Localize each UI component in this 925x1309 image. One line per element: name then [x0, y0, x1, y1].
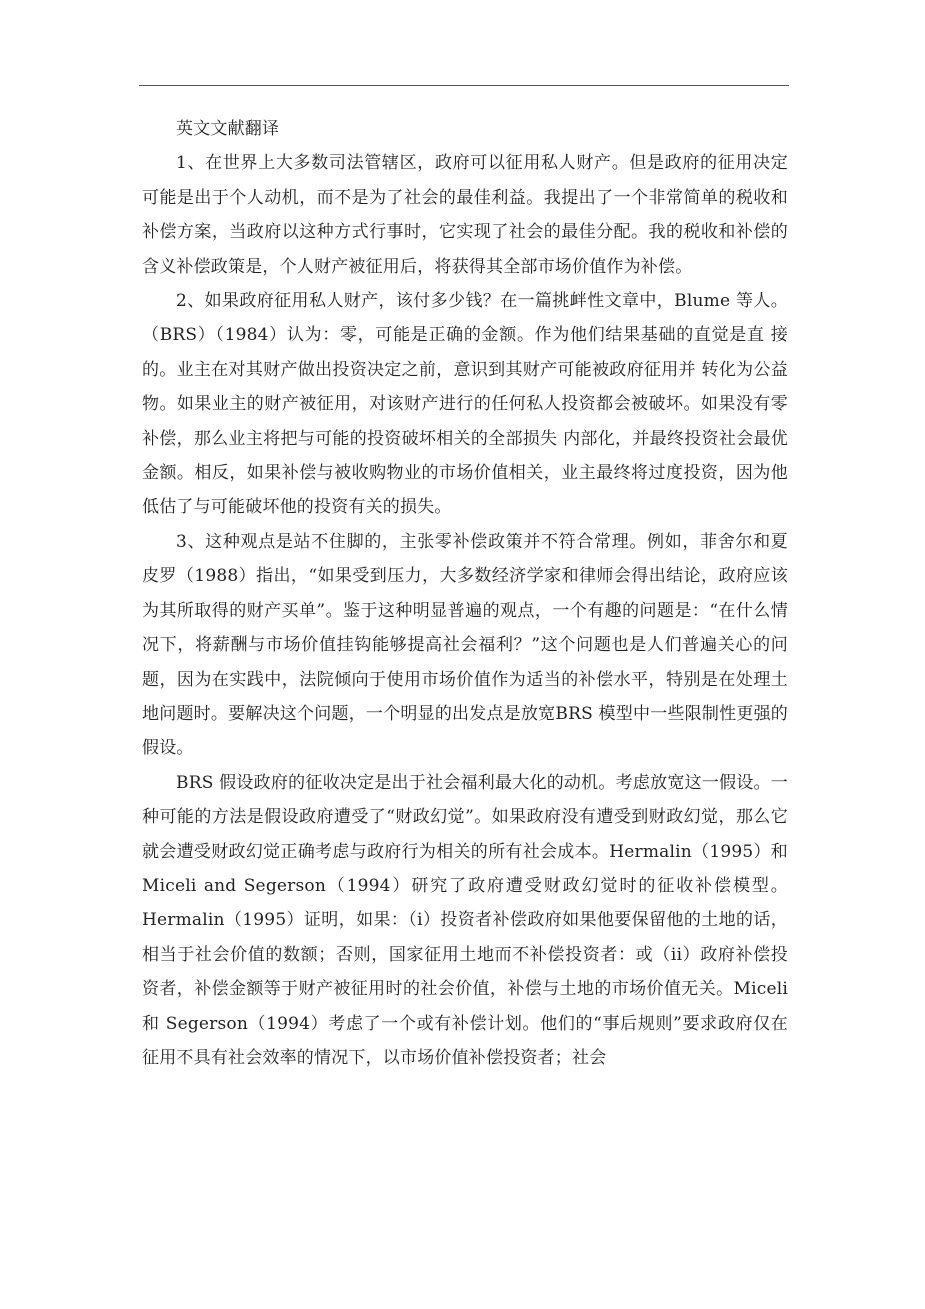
paragraph-3: 3、这种观点是站不住脚的，主张零补偿政策并不符合常理。例如，菲舍尔和夏皮罗（1988）指出，“如果受到压力，大多数经济学家和律师会得出结论，政府应该为其所取得的财产买单”。鉴于这种明显普遍的观点，一个有趣的问题是：“在什么情况下，将薪酬与市场价值挂钩能够提高社会福利？”这个问题也是人们普遍关心的问题，因为在实践中，法院倾向于使用市场价值作为适当的补偿水平，特别是在处理土地问题时。要解决这个问题，一个明显的出发点是放宽BRS 模型中一些限制性更强的假设。 [142, 531, 788, 759]
paragraph-2: 2、如果政府征用私人财产，该付多少钱？在一篇挑衅性文章中，Blume 等人。（BRS）（1984）认为：零，可能是正确的金额。作为他们结果基础的直觉是直 接的。业主在对其财产做出投资决定之前，意识到其财产可能被政府征用并 转化为公益物。如果业主的财产被征用，对该财产进行的任何私人投资都会被破坏。如果没有零补偿，那么业主将把与可能的投资破坏相关的全部损失 内部化，并最终投资社会最优金额。相反，如果补偿与被收购物业的市场价值相关，业主最终将过度投资，因为他低估了与可能破坏他的投资有关的损失。 [142, 291, 788, 518]
paragraph-4: BRS 假设政府的征收决定是出于社会福利最大化的动机。考虑放宽这一假设。一种可能的方法是假设政府遭受了“财政幻觉”。如果政府没有遭受到财政幻觉，那么它就会遭受财政幻觉正确考虑与政府行为相关的所有社会成本。Hermalin（1995）和 Miceli and Segerson（1994）研究了政府遭受财政幻觉时的征收补偿模型。Hermalin（1995）证明，如果：（i）投资者补偿政府如果他要保留他的土地的话，相当于社会价值的数额；否则，国家征用土地而不补偿投资者：或（ii）政府补偿投资者，补偿金额等于财产被征用时的社会价值，补偿与土地的市场价值无关。Miceli 和 Segerson（1994）考虑了一个或有补偿计划。他们的“事后规则”要求政府仅在征用不具有社会效率的情况下，以市场价值补偿投资者；社会 [142, 772, 788, 1068]
document-title: 英文文献翻译 [176, 119, 280, 139]
paragraph-1: 1、在世界上大多数司法管辖区，政府可以征用私人财产。但是政府的征用决定可能是出于个人动机，而不是为了社会的最佳利益。我提出了一个非常简单的税收和补偿方案，当政府以这种方式行事时，它实现了社会的最佳分配。我的税收和补偿的含义补偿政策是，个人财产被征用后，将获得其全部市场价值作为补偿。 [142, 153, 788, 277]
header-rule [139, 85, 789, 86]
document-body [142, 112, 788, 1075]
